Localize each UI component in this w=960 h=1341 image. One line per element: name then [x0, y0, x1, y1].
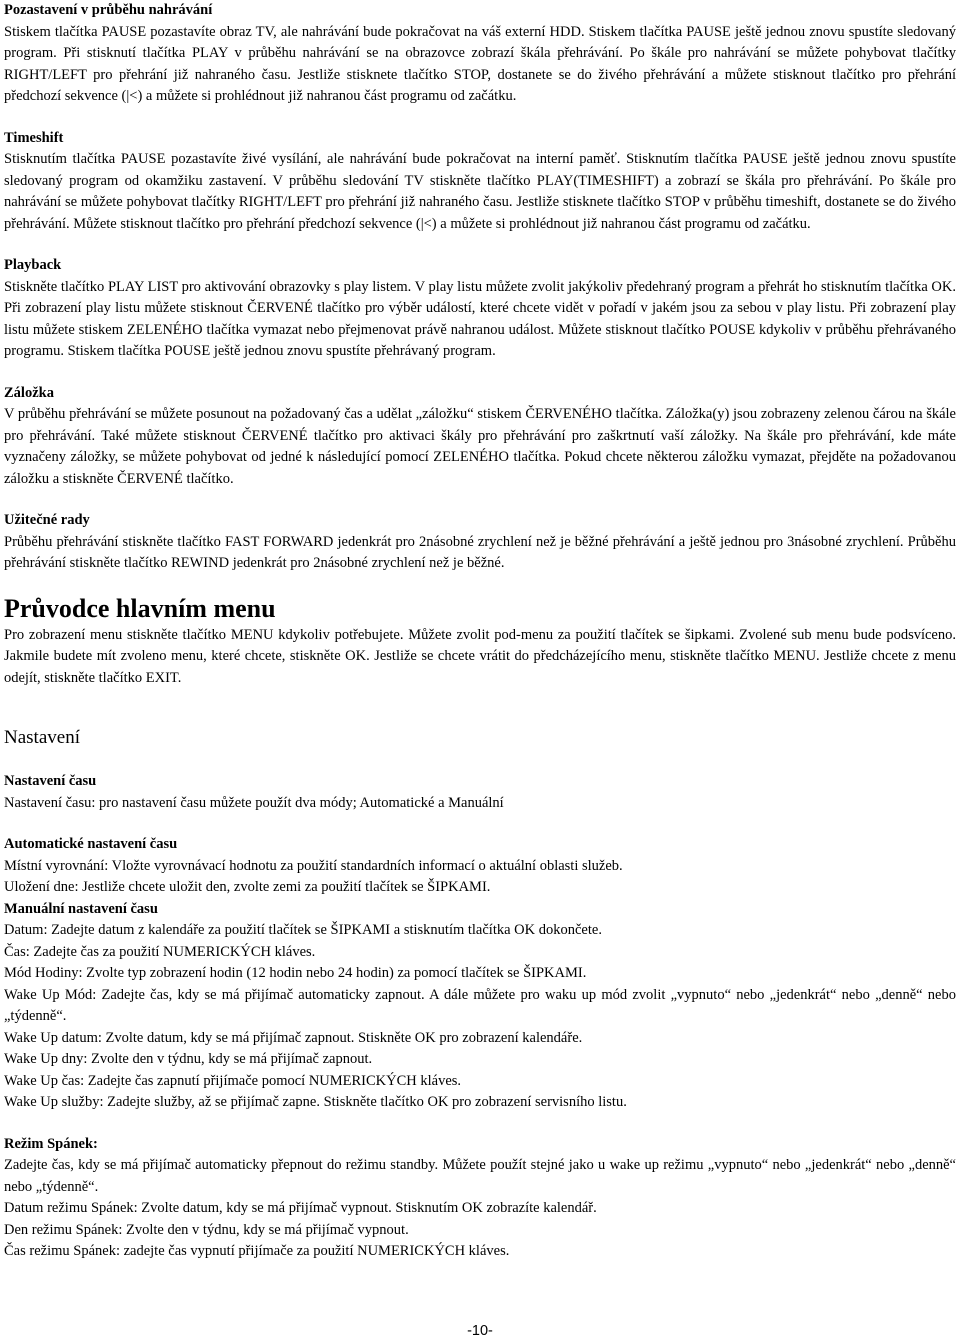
- main-menu-intro: Pro zobrazení menu stiskněte tlačítko MENU kdykoliv potřebujete. Můžete zvolit pod-menu za použití tlačítek se šipkami. Zvolené sub menu bude podsvíceno. Jakmile budete mít zvoleno menu, které chcete, stiskněte OK. Jestliže se chcete vrátit do předcházejícího menu, stiskněte tlačítko MENU. Jestliže chcete z menu odejít, stiskněte tlačítko EXIT.: [4, 626, 956, 686]
- section-paragraph: Průběhu přehrávání stiskněte tlačítko FAST FORWARD jedenkrát pro 2násobné zrychlení než je běžné přehrávání a ještě jednou pro 3násobné zrychlení. Průběhu přehrávání stiskněte tlačítko REWIND jedenkrát pro 2násobné zrychlení než je běžné.: [4, 533, 956, 571]
- manual-time-line: Wake Up datum: Zvolte datum, kdy se má přijímač zapnout. Stiskněte OK pro zobrazení kalendáře.: [4, 1029, 583, 1046]
- section-paragraph: V průběhu přehrávání se můžete posunout na požadovaný čas a udělat „záložku“ stiskem ČERVENÉHO tlačítka. Záložka(y) jsou zobrazeny zelenou čárou na škále pro přehrávání. Také můžete stisknout ČERVENÉ tlačítko pro aktivaci škály pro přehrávání pro zaškrtnutí vaší záložky. Na škále pro přehrávání, kde máte vyznačeny záložky, se můžete pohybovat od jedné k následující pomocí ZELENÉHO tlačítka. Pokud chcete některou záložku vymazat, přejděte na požadovanou záložku a stiskněte ČERVENÉ tlačítko.: [4, 406, 956, 487]
- manual-time-heading: Manuální nastavení času: [4, 900, 158, 917]
- section-useful-tips: [4, 510, 956, 575]
- sleep-mode-line: Čas režimu Spánek: zadejte čas vypnutí přijímače za použití NUMERICKÝCH kláves.: [4, 1243, 510, 1259]
- section-paragraph: Stisknutím tlačítka PAUSE pozastavíte živé vysílání, ale nahrávání bude pokračovat na interní paměť. Stisknutím tlačítka PAUSE ještě jednou znovu spustíte sledovaný program od okamžiku zastavení. V průběhu sledování TV stiskněte tlačítko PLAY(TIMESHIFT) a zobrazí se škála pro přehrávání. Po škále pro nahrávání se můžete pohybovat tlačítky RIGHT/LEFT pro přehrání již nahraného času. Jestliže stisknete tlačítko STOP v průběhu timeshift, dostanete se do živého přehrávání. Můžete stisknout tlačítko pro přehrání předchozí sekvence (|<) a můžete si prohlédnout již nahranou část programu od začátku.: [4, 151, 956, 232]
- section-heading: Pozastavení v průběhu nahrávání: [4, 2, 213, 18]
- manual-time-line: Wake Up čas: Zadejte čas zapnutí přijímače pomocí NUMERICKÝCH kláves.: [4, 1072, 462, 1089]
- page-number: -10-: [467, 1323, 493, 1339]
- sleep-mode-line: Zadejte čas, kdy se má přijímač automaticky přepnout do režimu standby. Můžete použít stejné jako u wake up režimu „vypnuto“ nebo „jedenkrát“ nebo „denně“ nebo „týdenně“.: [4, 1157, 956, 1195]
- section-heading: Záložka: [4, 384, 54, 401]
- auto-time-heading: Automatické nastavení času: [4, 836, 178, 852]
- document-page: [4, 0, 956, 1263]
- section-heading: Užitečné rady: [4, 512, 90, 528]
- auto-time-line: Uložení dne: Jestliže chcete uložit den, zvolte zemi za použití tlačítek se ŠIPKAMI.: [4, 879, 491, 895]
- settings-title: Nastavení: [4, 727, 80, 748]
- section-heading: Playback: [4, 257, 62, 273]
- manual-time-line: Datum: Zadejte datum z kalendáře za použití tlačítek se ŠIPKAMI a stisknutím tlačítka OK dokončete.: [4, 922, 602, 938]
- section-bookmark: [4, 383, 956, 491]
- manual-time-line: Wake Up služby: Zadejte služby, až se přijímač zapne. Stiskněte tlačítko OK pro zobrazení servisního listu.: [4, 1094, 627, 1110]
- manual-time-line: Wake Up dny: Zvolte den v týdnu, kdy se má přijímač zapnout.: [4, 1051, 373, 1067]
- section-playback: [4, 255, 956, 363]
- manual-time-line: Wake Up Mód: Zadejte čas, kdy se má přijímač automaticky zapnout. A dále můžete pro waku up mód zvolit „vypnuto“ nebo „jedenkrát“ nebo „denně“ nebo „týdenně“.: [4, 986, 956, 1024]
- section-paragraph: Stiskněte tlačítko PLAY LIST pro aktivování obrazovky s play listem. V play listu můžete zvolit jakýkoliv předehraný program a přehrát ho stisknutím tlačítka OK. Při zobrazení play listu můžete stisknout ČERVENÉ tlačítko pro výběr událostí, které chcete vidět v pořadí v jakém jsou za sebou v play listu. Při zobrazení play listu můžete stiskem ZELENÉHO tlačítka vymazat nebo přejmenovat právě nahranou událost. Můžete stisknout tlačítko POUSE kdykoliv v průběhu přehrávaného programu. Stiskem tlačítka POUSE ještě jednou znovu spustíte přehrávaný program.: [4, 278, 956, 359]
- sleep-mode-heading: Režim Spánek:: [4, 1135, 98, 1152]
- manual-time-line: Mód Hodiny: Zvolte typ zobrazení hodin (12 hodin nebo 24 hodin) za pomocí tlačítek se ŠIPKAMI.: [4, 965, 587, 981]
- section-heading: Timeshift: [4, 129, 64, 146]
- section-pause-recording: [4, 0, 956, 108]
- sleep-mode-line: Datum režimu Spánek: Zvolte datum, kdy se má přijímač vypnout. Stisknutím OK zobrazíte kalendář.: [4, 1200, 597, 1216]
- time-settings-text: Nastavení času: pro nastavení času můžete použít dva módy; Automatické a Manuální: [4, 794, 504, 811]
- main-menu-title: Průvodce hlavním menu: [4, 593, 276, 623]
- section-paragraph: Stiskem tlačítka PAUSE pozastavíte obraz TV, ale nahrávání bude pokračovat na váš externí HDD. Stiskem tlačítka PAUSE ještě jednou znovu spustíte sledovaný program. Při stisknutí tlačítka PLAY v průběhu nahrávání se na obrazovce zobrazí škála přehrávání. Po škále pro nahrávání se můžete pohybovat tlačítky RIGHT/LEFT pro přehrání již nahraného času. Jestliže stisknete tlačítko STOP, dostanete se do živého přehrávání a můžete stisknout tlačítko pro přehrání předchozí sekvence (|<) a můžete si prohlédnout již nahranou část programu od začátku.: [4, 23, 956, 104]
- time-settings-heading: Nastavení času: [4, 773, 97, 789]
- manual-time-line: Čas: Zadejte čas za použití NUMERICKÝCH kláves.: [4, 943, 316, 960]
- auto-time-line: Místní vyrovnání: Vložte vyrovnávací hodnotu za použití standardních informací o aktuální oblasti služeb.: [4, 857, 623, 874]
- section-timeshift: [4, 128, 956, 236]
- sleep-mode-line: Den režimu Spánek: Zvolte den v týdnu, kdy se má přijímač vypnout.: [4, 1221, 409, 1238]
